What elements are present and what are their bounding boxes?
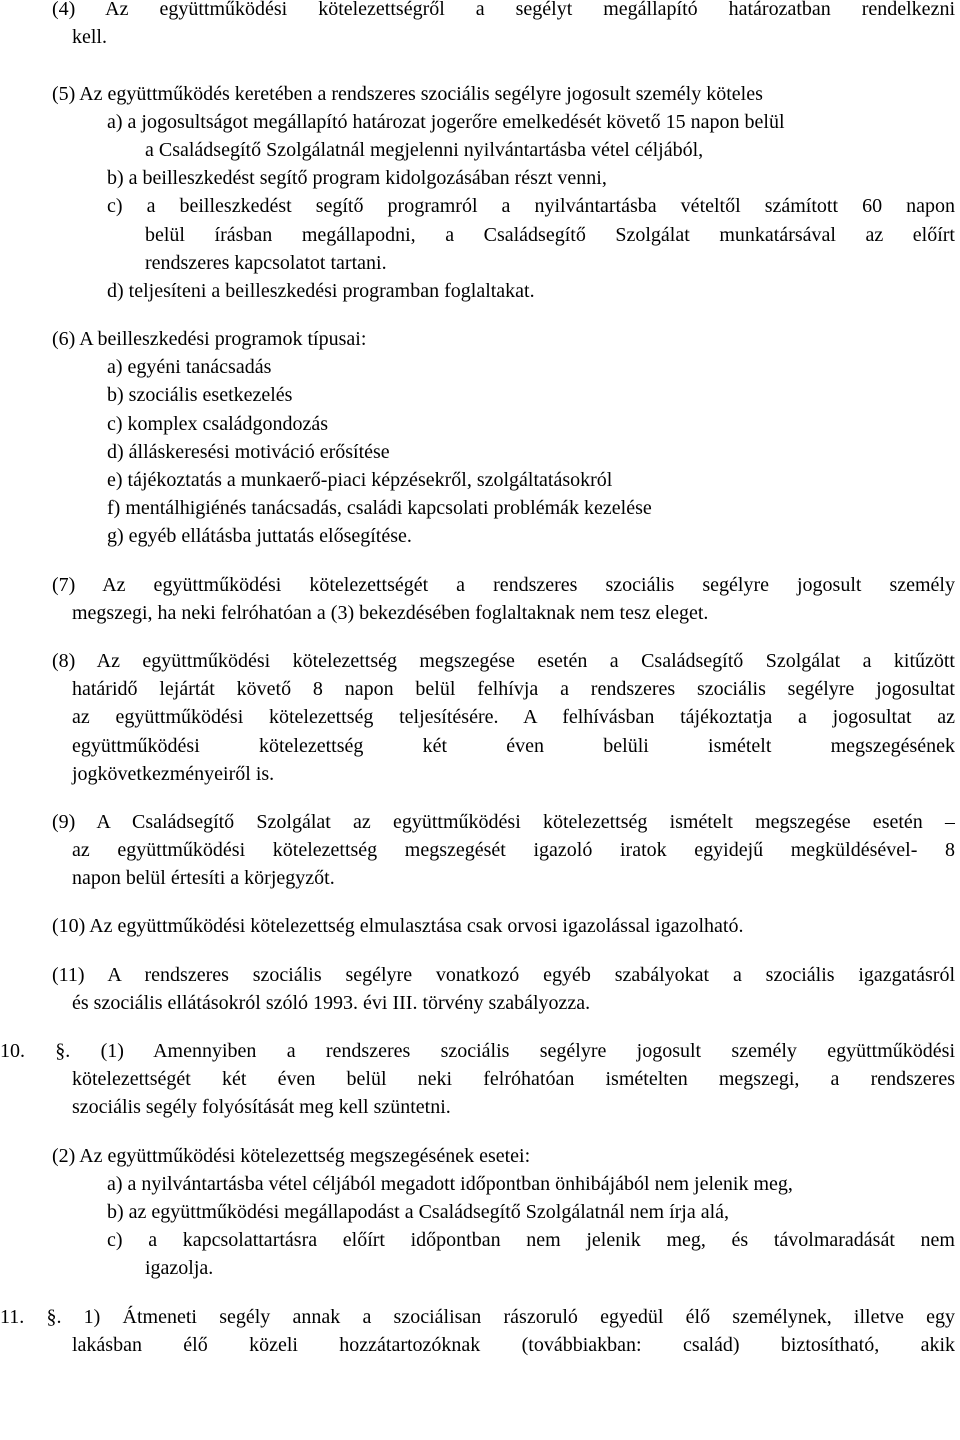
paragraph-9-line-2: az együttműködési kötelezettség megszegését igazoló iratok egyidejű megküldésével- 8: [72, 839, 955, 862]
paragraph-6-item-b: b) szociális esetkezelés: [107, 384, 293, 407]
paragraph-5-item-c-line-1: c) a beilleszkedést segítő programról a nyilvántartásba vételtől számított 60 napon: [107, 195, 955, 218]
section-10-line-2: kötelezettségét két éven belül neki felróhatóan ismételten megszegi, a rendszeres: [72, 1068, 955, 1091]
paragraph-6-intro: (6) A beilleszkedési programok típusai:: [52, 328, 367, 351]
section-10-paragraph-2-intro: (2) Az együttműködési kötelezettség megszegésének esetei:: [52, 1144, 531, 1167]
paragraph-8-line-1: (8) Az együttműködési kötelezettség megszegése esetén a Családsegítő Szolgálat a kitűzött: [52, 649, 955, 672]
section-10-paragraph-2-item-c-line-1: c) a kapcsolattartásra előírt időpontban nem jelenik meg, és távolmaradását nem: [107, 1229, 955, 1252]
paragraph-11-line-2: és szociális ellátásokról szóló 1993. évi III. törvény szabályozza.: [72, 991, 591, 1014]
paragraph-5-item-b: b) a beilleszkedést segítő program kidolgozásában részt venni,: [107, 167, 607, 190]
paragraph-6-item-d: d) álláskeresési motiváció erősítése: [107, 440, 390, 463]
paragraph-5-item-d: d) teljesíteni a beilleszkedési programban foglaltakat.: [107, 279, 535, 302]
paragraph-9-line-1: (9) A Családsegítő Szolgálat az együttműködési kötelezettség ismételt megszegése esetén –: [52, 810, 955, 833]
paragraph-10-line-1: (10) Az együttműködési kötelezettség elmulasztása csak orvosi igazolással igazolható.: [52, 915, 744, 938]
paragraph-6-item-a: a) egyéni tanácsadás: [107, 356, 272, 379]
paragraph-7-line-2: megszegi, ha neki felróhatóan a (3) bekezdésében foglaltaknak nem tesz eleget.: [72, 601, 709, 624]
paragraph-8-line-5: jogkövetkezményeiről is.: [72, 762, 275, 785]
section-10-line-3: szociális segély folyósítását meg kell szüntetni.: [72, 1096, 451, 1119]
paragraph-5-intro: (5) Az együttműködés keretében a rendszeres szociális segélyre jogosult személy köteles: [52, 82, 763, 105]
paragraph-5-item-a-line-2: a Családsegítő Szolgálatnál megjelenni nyilvántartásba vétel céljából,: [145, 138, 704, 161]
paragraph-8-line-3: az együttműködési kötelezettség teljesítésére. A felhívásban tájékoztatja a jogosultat az: [72, 706, 955, 729]
paragraph-8-line-4: együttműködési kötelezettség két éven belüli ismételt megszegésének: [72, 734, 955, 757]
paragraph-8-line-2: határidő lejártát követő 8 napon belül felhívja a rendszeres szociális segélyre jogosultat: [72, 678, 955, 701]
paragraph-5-item-c-line-3: rendszeres kapcsolatot tartani.: [145, 251, 387, 274]
paragraph-11-line-1: (11) A rendszeres szociális segélyre vonatkozó egyéb szabályokat a szociális igazgatásról: [52, 963, 955, 986]
paragraph-9-line-3: napon belül értesíti a körjegyzőt.: [72, 867, 335, 890]
paragraph-6-item-g: g) egyéb ellátásba juttatás elősegítése.: [107, 525, 412, 548]
paragraph-6-item-e: e) tájékoztatás a munkaerő-piaci képzésekről, szolgáltatásokról: [107, 469, 613, 491]
section-11-line-2: lakásban élő közeli hozzátartozóknak (továbbiakban: család) biztosítható, akik: [72, 1333, 955, 1356]
section-10-paragraph-2-item-b: b) az együttműködési megállapodást a Családsegítő Szolgálatnál nem írja alá,: [107, 1200, 730, 1223]
section-10-paragraph-2-item-c-line-2: igazolja.: [145, 1257, 214, 1280]
paragraph-5-item-a-line-1: a) a jogosultságot megállapító határozat jogerőre emelkedését követő 15 napon belül: [107, 110, 785, 133]
paragraph-6-item-f: f) mentálhigiénés tanácsadás, családi kapcsolati problémák kezelése: [107, 497, 652, 520]
section-11-line-1: 11. §. 1) Átmeneti segély annak a szociálisan rászoruló egyedül élő személynek, illetve egy: [0, 1305, 955, 1328]
paragraph-4-line-1: (4) Az együttműködési kötelezettségről a segélyt megállapító határozatban rendelkezni: [52, 0, 955, 20]
section-10-paragraph-2-item-a: a) a nyilvántartásba vétel céljából megadott időpontban önhibájából nem jelenik meg,: [107, 1172, 793, 1195]
paragraph-5-item-c-line-2: belül írásban megállapodni, a Családsegítő Szolgálat munkatársával az előírt: [145, 223, 955, 246]
paragraph-7-line-1: (7) Az együttműködési kötelezettségét a rendszeres szociális segélyre jogosult személy: [52, 573, 955, 596]
section-10-line-1: 10. §. (1) Amennyiben a rendszeres szociális segélyre jogosult személy együttműködési: [0, 1040, 955, 1062]
paragraph-6-item-c: c) komplex családgondozás: [107, 412, 329, 435]
paragraph-4-line-2: kell.: [72, 26, 107, 49]
